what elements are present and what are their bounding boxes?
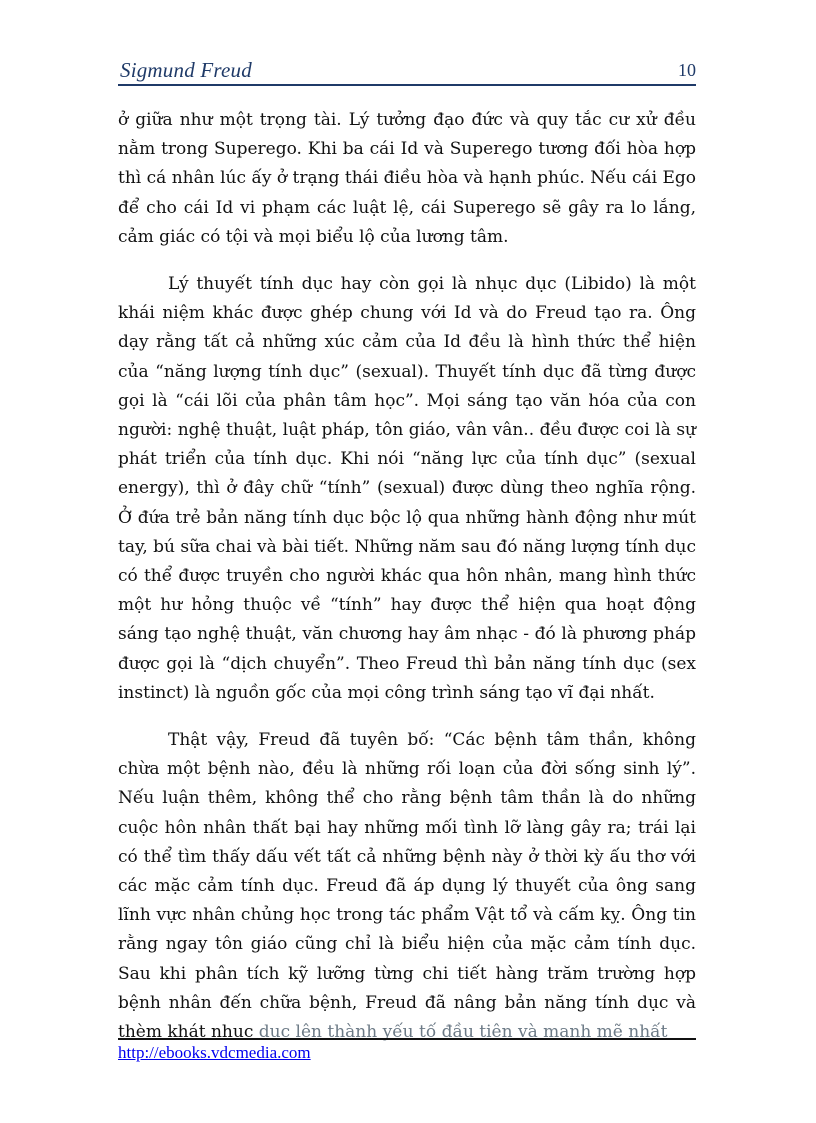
body-text [118,106,696,1065]
page-header [118,58,696,86]
paragraph: Lý thuyết tính dục hay còn gọi là nhục dục (Libido) là một khái niệm khác được ghép chung với Id và do Freud tạo ra. Ông dạy rằng tất cả những xúc cảm của Id đều là hình thức thể hiện của “năng lượng tính dục” (sexual). Thuyết tính dục đã từng được gọi là “cái lõi của phân tâm học”. Mọi sáng tạo văn hóa của con người: nghệ thuật, luật pháp, tôn giáo, vân vân.. đều được coi là sự phát triển của tính dục. Khi nói “năng lực của tính dục” (sexual energy), thì ở đây chữ “tính” (sexual) được dùng theo nghĩa rộng. Ở đứa trẻ bản năng tính dục bộc lộ qua những hành động như mút tay, bú sữa chai và bài tiết. Những năm sau đó năng lượng tính dục có thể được truyền cho người khác qua hôn nhân, mang hình thức một hư hỏng thuộc về “tính” hay được thể hiện qua hoạt động sáng tạo nghệ thuật, văn chương hay âm nhạc - đó là phương pháp được gọi là “dịch chuyển”. Theo Freud thì bản năng tính dục (sex instinct) là nguồn gốc của mọi công trình sáng tạo vĩ đại nhất. [118,274,696,703]
paragraph [118,726,696,1047]
footer-divider [118,1038,696,1040]
paragraph-text: Thật vậy, Freud đã tuyên bố: “Các bệnh tâm thần, không chừa một bệnh nào, đều là những rối loạn của đời sống sinh lý”. Nếu luận thêm, không thể cho rằng bệnh tâm thần là do những cuộc hôn nhân thất bại hay những mối tình lỡ làng gây ra; trái lại có thể tìm thấy dấu vết tất cả những bệnh này ở thời kỳ ấu thơ với các mặc cảm tính dục. Freud đã áp dụng lý thuyết của ông sang lĩnh vực nhân chủng học trong tác phẩm Vật tổ và cấm kỵ. Ông tin rằng ngay tôn giáo cũng chỉ là biểu hiện của mặc cảm tính dục. Sau khi phân tích kỹ lưỡng từng chi tiết hàng trăm trường hợp bệnh nhân đến chữa bệnh, Freud đã nâng bản năng tính dục và thèm khát nhục [118,730,696,1043]
paragraph: ở giữa như một trọng tài. Lý tưởng đạo đức và quy tắc cư xử đều nằm trong Superego. Khi ba cái Id và Superego tương đối hòa hợp thì cá nhân lúc ấy ở trạng thái điều hòa và hạnh phúc. Nếu cái Ego để cho cái Id vi phạm các luật lệ, cái Superego sẽ gây ra lo lắng, cảm giác có tội và mọi biểu lộ của lương tâm. [118,110,696,247]
paragraph-faded-tail: dục lên thành yếu tố đầu tiên và mạnh mẽ nhất [253,1022,668,1043]
running-title: Sigmund Freud [120,58,252,82]
footer-link[interactable]: http://ebooks.vdcmedia.com [118,1043,311,1062]
page-number: 10 [678,60,696,80]
